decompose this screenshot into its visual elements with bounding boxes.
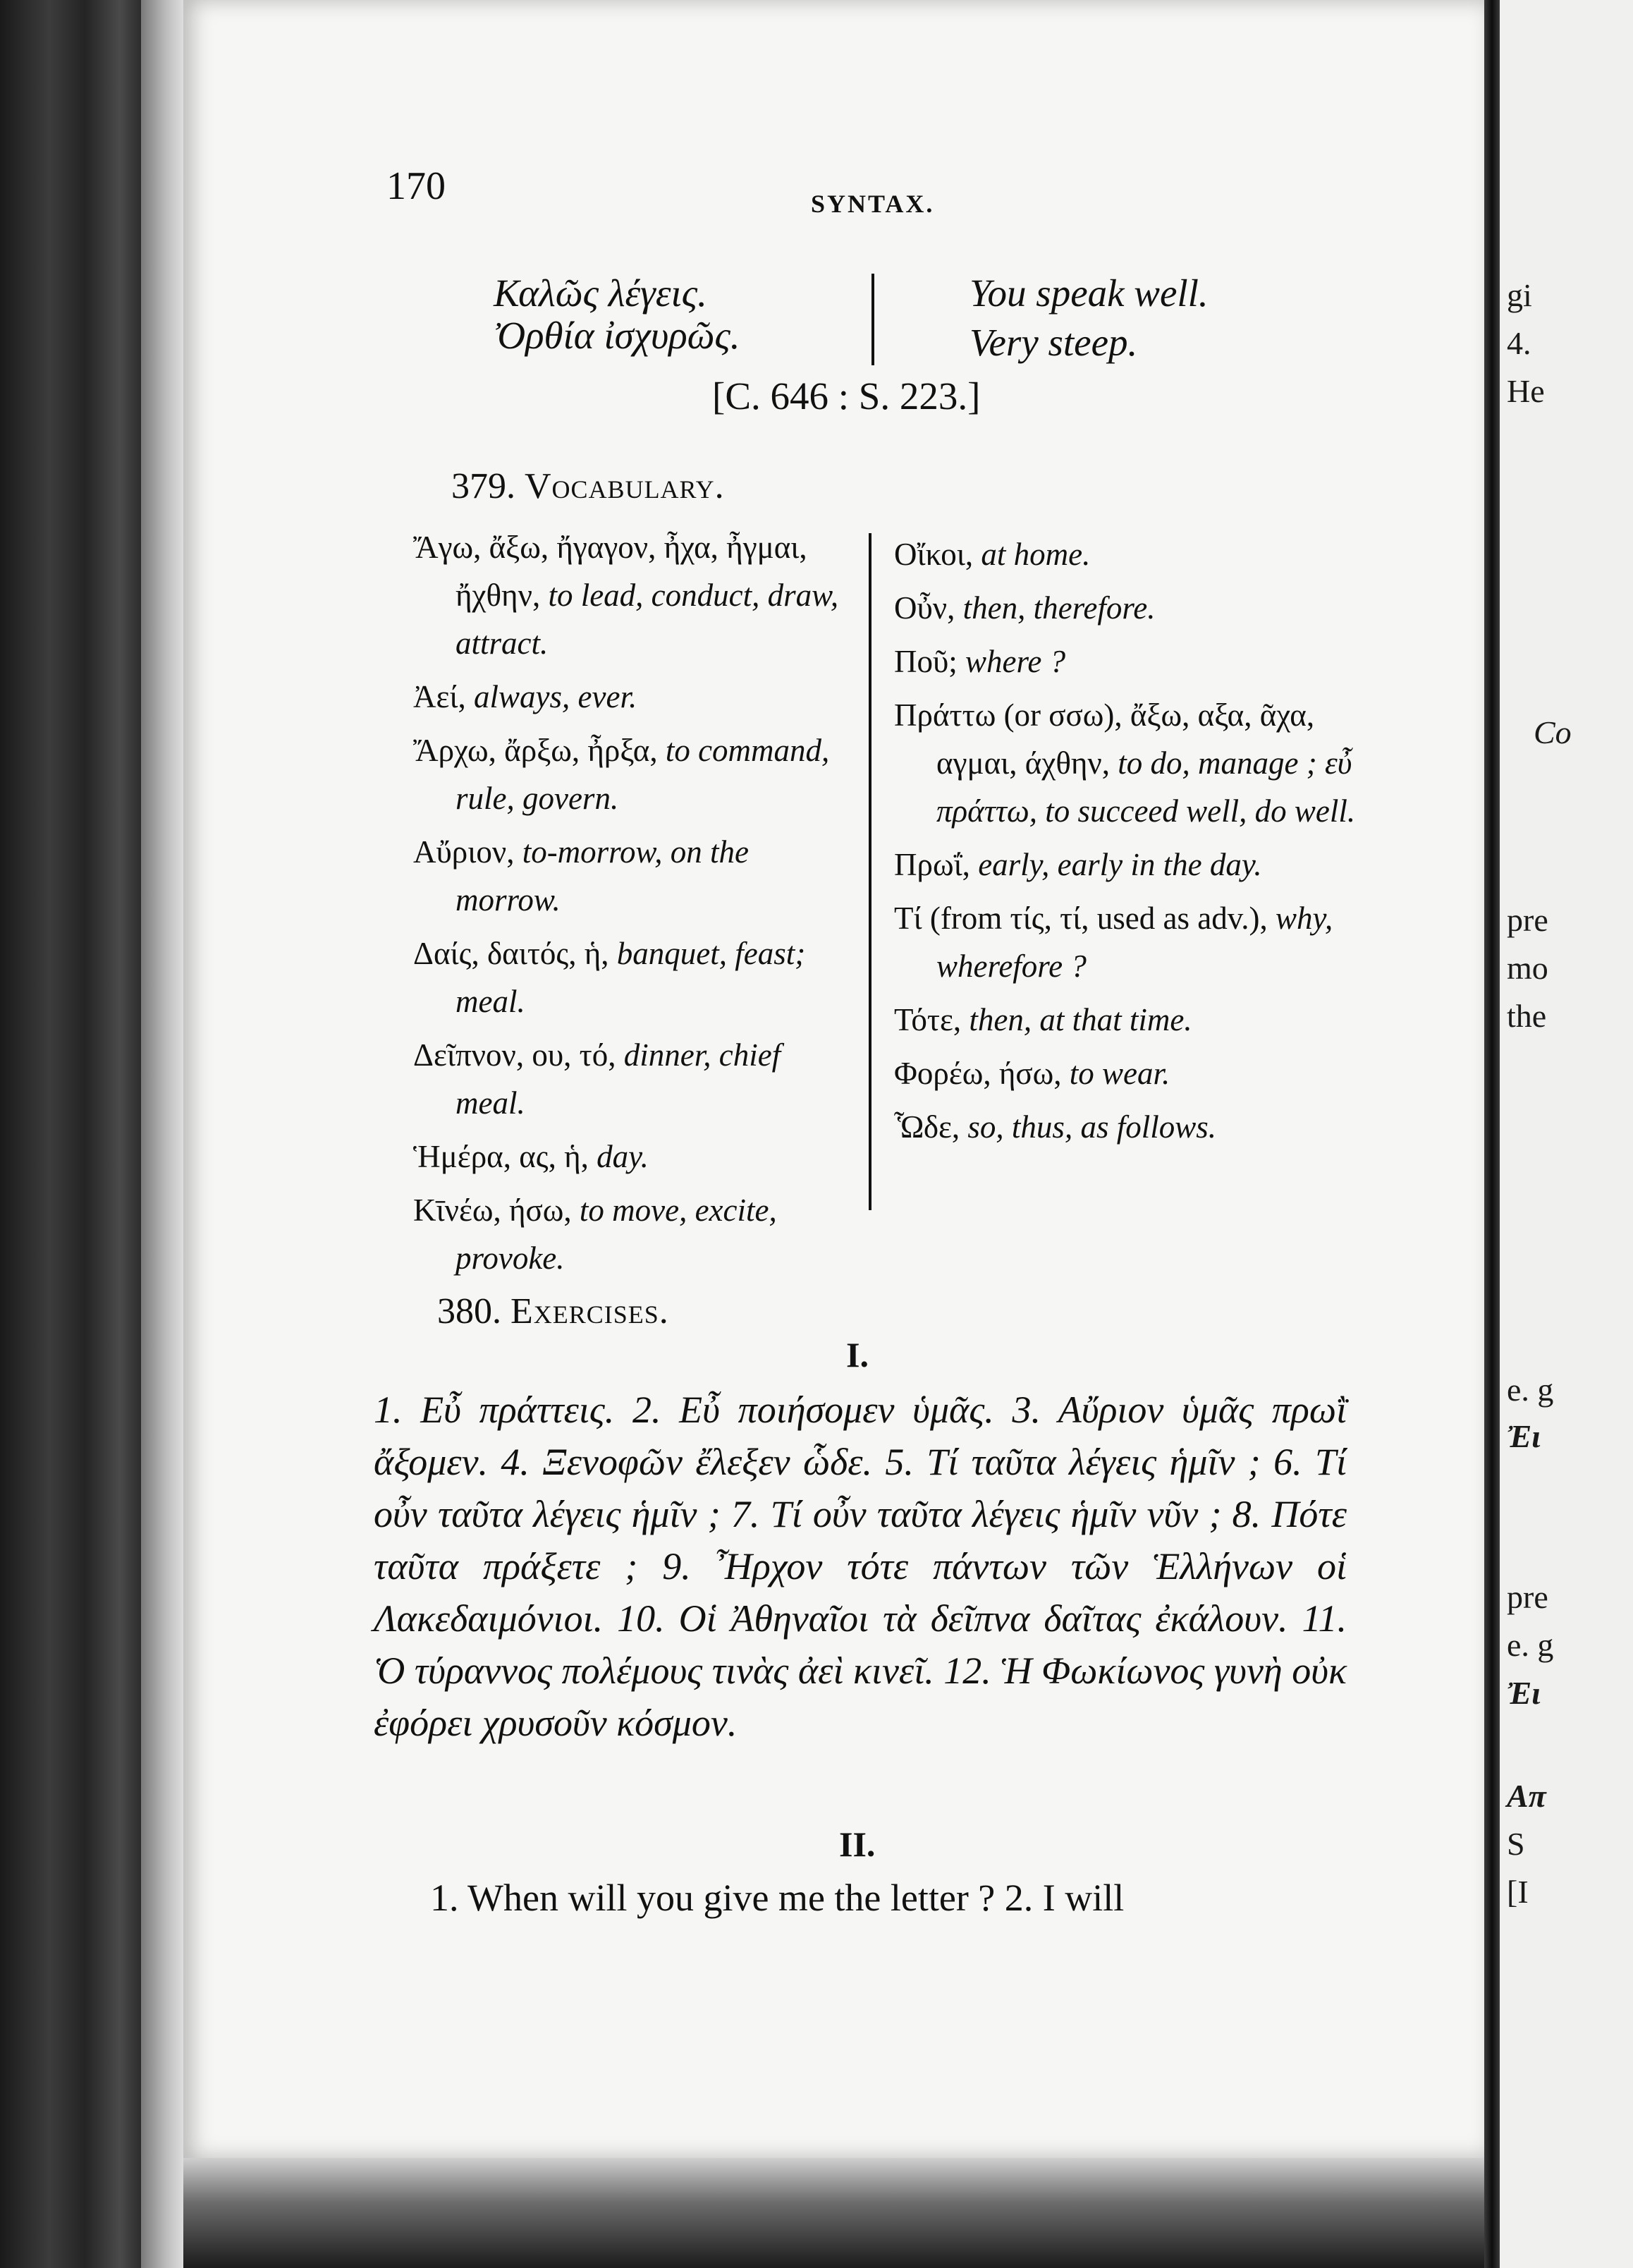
facing-fragment: Co	[1534, 714, 1572, 750]
vocab-entry	[413, 828, 857, 924]
vocab-gloss: to-morrow, on the morrow.	[455, 834, 749, 917]
facing-fragment: e. g	[1507, 1627, 1554, 1663]
vocab-entry	[413, 1031, 857, 1127]
vocabulary-right-column	[894, 530, 1374, 1157]
grammar-reference: [C. 646 : S. 223.]	[712, 374, 981, 417]
vocab-entry	[413, 726, 857, 822]
example-greek: Ὀρθία ἰσχυρῶς.	[494, 314, 740, 357]
vocab-head: Ὧδε,	[894, 1109, 960, 1145]
facing-fragment: pre	[1507, 1579, 1548, 1615]
exercise-part-label: II.	[839, 1824, 876, 1864]
facing-fragment: mo	[1507, 950, 1548, 986]
vocab-entry	[413, 1186, 857, 1282]
vocab-head: Τότε,	[894, 1002, 962, 1037]
vocab-gloss: then, at that time.	[969, 1002, 1192, 1037]
example-english: You speak well.	[970, 272, 1209, 315]
vocab-head: Κῑνέω, ήσω,	[413, 1193, 572, 1228]
vocab-entry	[894, 638, 1374, 685]
book-spine	[0, 0, 141, 2268]
vocab-gloss: then, therefore.	[962, 590, 1156, 626]
vocab-entry	[413, 929, 857, 1025]
vocab-head: Δαίς, δαιτός, ἡ,	[413, 936, 609, 971]
vocab-gloss: early, early in the day.	[978, 847, 1262, 882]
section-number: 380.	[437, 1291, 501, 1331]
section-heading-vocabulary	[451, 465, 725, 507]
vocab-head: Φορέω, ήσω,	[894, 1056, 1062, 1091]
facing-fragment: gi	[1507, 277, 1532, 313]
exercise-greek-text: 1. Εὖ πράττεις. 2. Εὖ ποιήσομεν ὑμᾶς. 3. Αὔριον ὑμᾶς πρωῒ ἄξομεν. 4. Ξενοφῶν ἔλεξεν ὧδε. 5. Τί ταῦτα λέγεις ἡμῖν ; 6. Τί οὖν ταῦτα λέγεις ἡμῖν ; 7. Τί οὖν ταῦτα λέγεις ἡμῖν νῦν ; 8. Πότε ταῦτα πράξετε ; 9. Ἦρχον τότε πάντων τῶν Ἑλλήνων οἱ Λακεδαιμόνιοι. 10. Οἱ Ἀθηναῖοι τὰ δεῖπνα δαῖτας ἐκάλουν. 11. Ὁ τύραννος πολέμους τινὰς ἀεὶ κινεῖ. 12. Ἡ Φωκίωνος γυνὴ οὐκ ἐφόρει χρυσοῦν κόσμον.	[374, 1389, 1347, 1744]
vocab-gloss: always, ever.	[474, 679, 637, 714]
vocab-head: Ἀεί,	[413, 679, 466, 714]
vocab-gloss: to wear.	[1069, 1056, 1170, 1091]
vocab-entry	[413, 673, 857, 721]
vocab-entry	[894, 996, 1374, 1044]
vocab-entry	[413, 1133, 857, 1181]
vocab-entry	[894, 584, 1374, 632]
running-head: SYNTAX.	[811, 190, 935, 218]
facing-fragment: pre	[1507, 902, 1548, 938]
vocab-gloss: banquet, feast; meal.	[455, 936, 806, 1019]
vocab-head: Ἄρχω, ἄρξω, ἦρξα,	[413, 733, 658, 768]
vocab-gloss: to move, excite, provoke.	[455, 1193, 777, 1276]
section-number: 379.	[451, 466, 515, 506]
vocab-entry	[894, 841, 1374, 889]
facing-fragment: Απ	[1507, 1778, 1546, 1814]
vocab-gloss: to do, manage ; εὖ πράττω, to succeed well, do well.	[936, 745, 1356, 829]
vocab-gloss: dinner, chief meal.	[455, 1037, 781, 1121]
example-english: Very steep.	[970, 321, 1138, 364]
vocabulary-left-column	[413, 523, 857, 1288]
facing-fragment: Ἐι	[1507, 1675, 1541, 1711]
example-greek: Καλῶς λέγεις.	[494, 272, 707, 315]
exercise-part-label: I.	[846, 1335, 869, 1374]
section-title: Vocabulary.	[525, 466, 725, 506]
vocab-head: Ποῦ;	[894, 644, 958, 679]
vocab-entry	[894, 1049, 1374, 1097]
book-gutter	[1484, 0, 1500, 2268]
vocab-gloss: day.	[597, 1139, 649, 1174]
vocab-head: Πρωΐ,	[894, 847, 970, 882]
page-edge	[141, 0, 183, 2268]
vocab-head: Οἴκοι,	[894, 537, 974, 572]
facing-fragment: Ἐι	[1507, 1418, 1541, 1454]
vocab-head: Αὔριον,	[413, 834, 515, 870]
vocab-head: Οὖν,	[894, 590, 955, 626]
facing-fragment: the	[1507, 998, 1547, 1034]
vocab-gloss: so, thus, as follows.	[967, 1109, 1216, 1145]
facing-fragment: 4.	[1507, 325, 1531, 361]
facing-fragment: He	[1507, 373, 1545, 409]
vocabulary-divider	[869, 533, 871, 1210]
vocab-gloss: where ?	[965, 644, 1066, 679]
vocab-head: Ἄγω, ἄξω, ἤγαγον, ἦχα, ἦγμαι, ἤχθην,	[413, 530, 807, 613]
exercise-english-text: 1. When will you give me the letter ? 2. I will	[430, 1877, 1125, 1919]
facing-fragment: e. g	[1507, 1372, 1554, 1408]
vocab-entry	[894, 894, 1374, 990]
vocab-gloss: to lead, conduct, draw, attract.	[455, 578, 839, 661]
vocab-head: Πράττω (or σσω), ἄξω, αξα, ᾶχα, αγμαι, άχθην,	[894, 697, 1315, 781]
vocab-head: Τί (from τίς, τί, used as adv.),	[894, 901, 1268, 936]
vocab-entry	[894, 1103, 1374, 1151]
vocab-head: Ἡμέρα, ας, ἡ,	[413, 1139, 589, 1174]
facing-page	[1500, 0, 1633, 2268]
page-number: 170	[386, 164, 446, 208]
facing-fragment: [I	[1507, 1874, 1529, 1910]
vocab-entry	[413, 523, 857, 667]
vocab-gloss: at home.	[981, 537, 1091, 572]
vocab-entry	[894, 530, 1374, 578]
vocab-gloss: to command, rule, govern.	[455, 733, 830, 816]
vocab-entry	[894, 691, 1374, 835]
section-heading-exercises	[437, 1291, 669, 1332]
vocab-head: Δεῖπνον, ου, τό,	[413, 1037, 616, 1073]
page-bottom-shadow	[183, 2158, 1484, 2268]
facing-fragment: S	[1507, 1826, 1525, 1862]
section-title: Exercises.	[510, 1291, 669, 1331]
example-divider	[871, 274, 874, 365]
vocab-gloss: why, wherefore ?	[936, 901, 1333, 984]
